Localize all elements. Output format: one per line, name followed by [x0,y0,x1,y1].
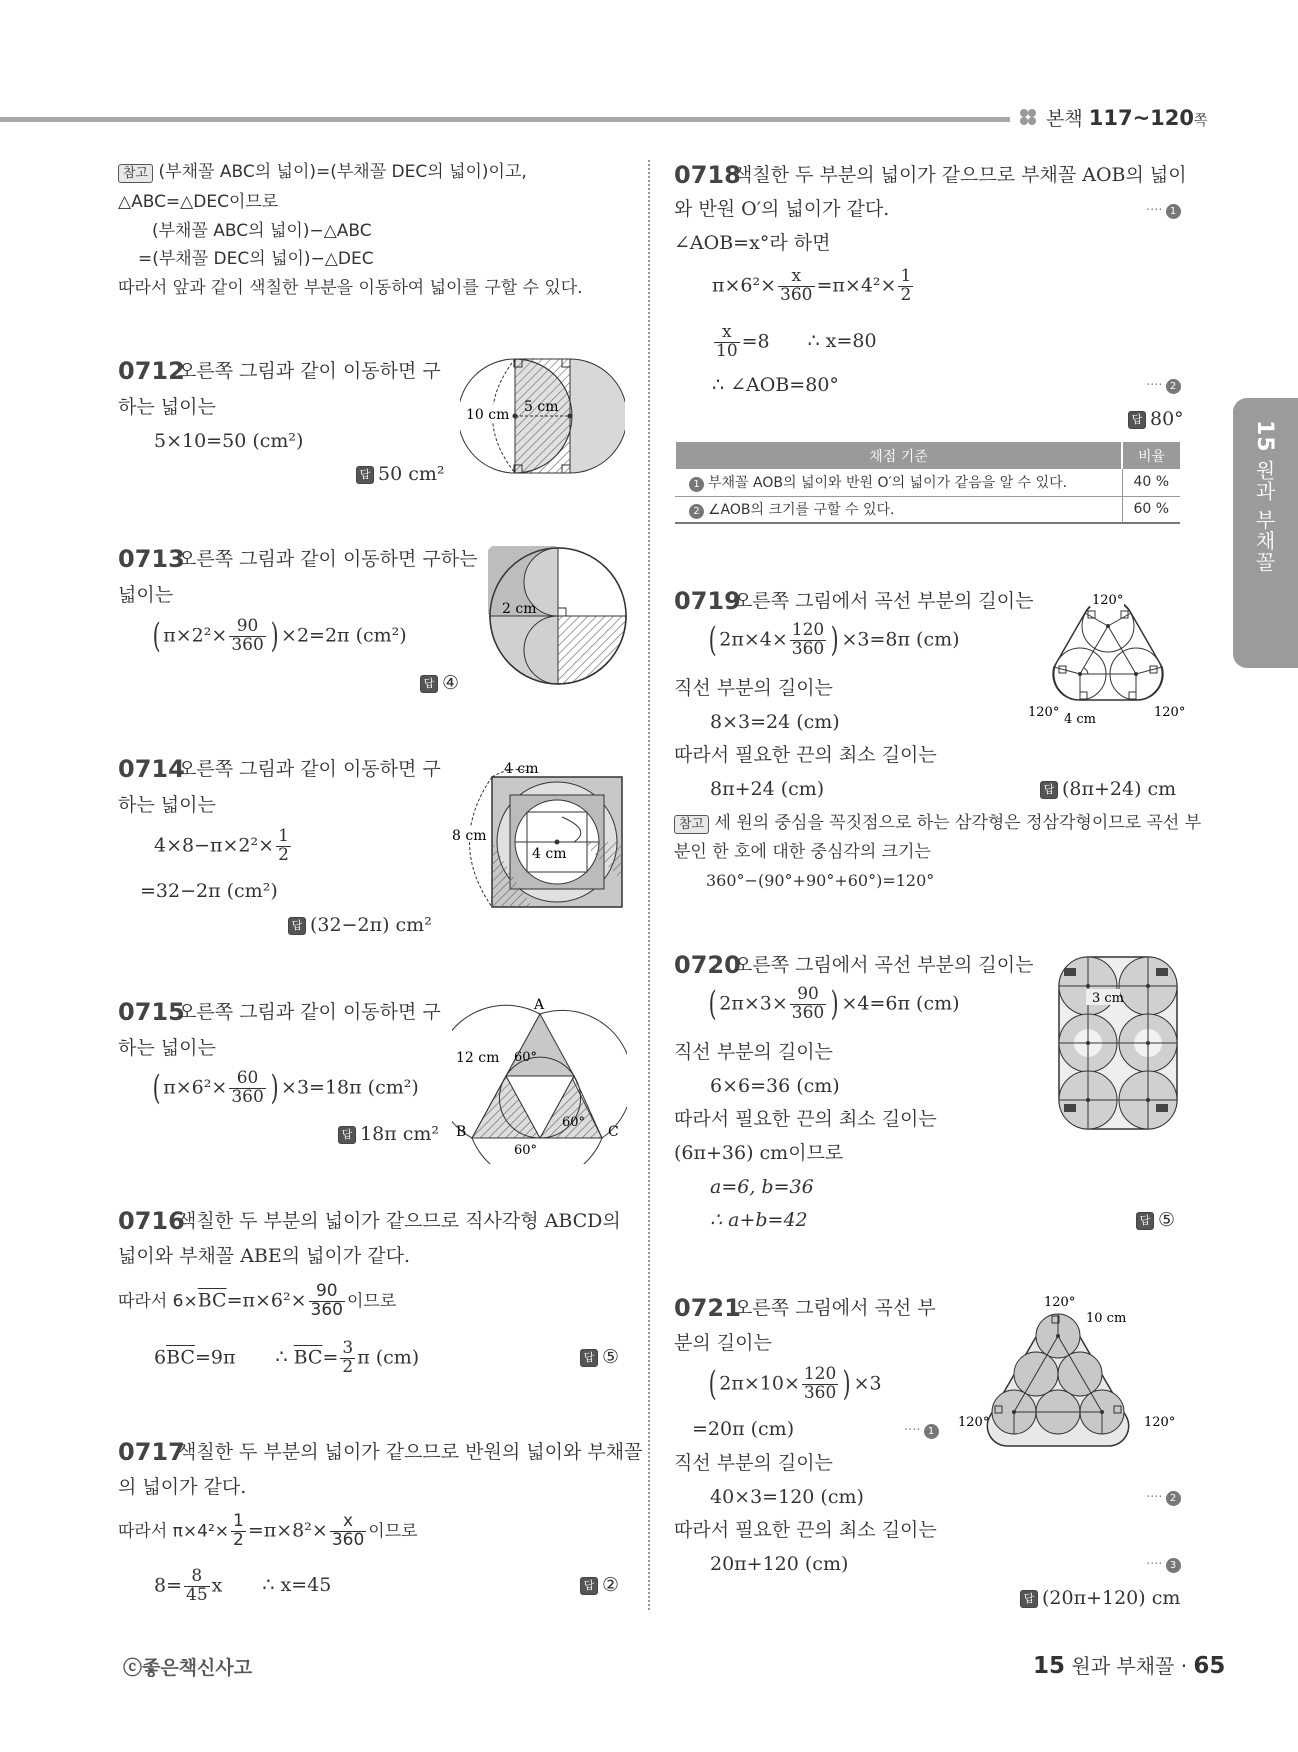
problem-text: 하는 넓이는 [118,794,216,816]
answer: 답 ② [580,1574,619,1596]
calc-line: =32−2π (cm²) [140,880,278,902]
answer: 답 18π cm² [338,1123,439,1145]
problem-text: 하는 넓이는 [118,1037,216,1059]
problem-number: 0719 [674,587,741,615]
calc-line: ∠AOB=x°라 하면 [674,232,831,254]
svg-text:2 cm: 2 cm [502,601,537,617]
calc-line: ( π×6²× $\frac{60}{360}$ ) ×3=18π (cm²) [152,1068,419,1109]
calc-line: 직선 부분의 길이는 [674,1452,833,1474]
problem-number: 0717 [118,1438,185,1466]
step-marker: ···· 1 [1146,203,1181,219]
note-line-5: 따라서 앞과 같이 색칠한 부분을 이동하여 넓이를 구할 수 있다. [118,278,583,298]
problem-text: 오른쪽 그림에서 곡선 부 [734,1297,936,1319]
header-rule [0,117,1010,122]
calc-line: =20π (cm) [692,1418,795,1440]
calc-line: 따라서 필요한 끈의 최소 길이는 [674,1108,937,1130]
note-line: 참고 세 원의 중심을 꼭짓점으로 하는 삼각형은 정삼각형이므로 곡선 부 [674,813,1201,834]
answer: 답 80° [1128,408,1184,430]
flower-icon [1018,107,1040,129]
problem-text: 와 반원 O′의 넓이가 같다. [674,198,890,220]
problem-text: 색칠한 두 부분의 넓이가 같으므로 부채꼴 AOB의 넓이 [734,164,1187,186]
problem-text: 의 넓이가 같다. [118,1476,247,1498]
problem-text: 하는 넓이는 [118,396,216,418]
svg-text:120°: 120° [958,1415,990,1430]
note-line-1: 참고 (부채꼴 ABC의 넓이)=(부채꼴 DEC의 넓이)이고, [118,162,527,183]
calc-line: 직선 부분의 길이는 [674,1041,833,1063]
chapter-side-tab-label: 15 원과 부채꼴 [1252,420,1277,573]
label: 10 cm [466,407,510,423]
calc-line: 따라서 $6\times\overline{BC}=\pi\times 6^2\times$ $\frac{90}{360}$ 이므로 [118,1281,397,1320]
problem-number: 0714 [118,755,185,783]
figure-0719 [1028,586,1188,726]
problem-text: 분의 길이는 [674,1332,772,1354]
calc-line: 따라서 필요한 끈의 최소 길이는 [674,1519,937,1541]
problem-text: 오른쪽 그림과 같이 이동하면 구 [178,758,441,780]
problem-text: 오른쪽 그림과 같이 이동하면 구하는 [178,548,478,570]
svg-text:120°: 120° [1092,593,1124,608]
column-divider [648,160,650,1610]
calc-line: ( 2π×4× $\frac{120}{360}$ ) ×3=8π (cm) [708,620,960,661]
problem-text: 오른쪽 그림에서 곡선 부분의 길이는 [734,590,1034,612]
calc-line: (6π+36) cm이므로 [674,1142,844,1164]
calc-line: 8×3=24 (cm) [710,711,840,733]
answer: 답 ⑤ [580,1346,619,1368]
label: 5 cm [524,399,559,415]
note-line: 360°−(90°+90°+60°)=120° [706,871,935,890]
step-marker: ···· 2 [1146,1490,1181,1506]
publisher-mark: ⓒ좋은책신사고 [123,1657,253,1679]
calc-line: 직선 부분의 길이는 [674,677,833,699]
calc-line: 따라서 필요한 끈의 최소 길이는 [674,744,937,766]
svg-text:120°: 120° [1144,1415,1176,1430]
svg-text:60°: 60° [514,1050,538,1065]
problem-text: 오른쪽 그림과 같이 이동하면 구 [178,360,441,382]
figure-0712 [460,356,625,476]
answer: 답 ④ [420,672,459,694]
problem-text: 오른쪽 그림과 같이 이동하면 구 [178,1001,441,1023]
problem-number: 0712 [118,357,185,385]
answer: 답 ⑤ [1136,1209,1175,1231]
calc-line: 8π+24 (cm) [710,778,825,800]
svg-text:A: A [534,997,545,1013]
svg-text:12 cm: 12 cm [456,1050,500,1066]
problem-text: 오른쪽 그림에서 곡선 부분의 길이는 [734,954,1034,976]
answer: 답 (32−2π) cm² [288,914,432,936]
calc-line: ( 2π×10× $\frac{120}{360}$ ) ×3 [708,1364,882,1405]
problem-number: 0715 [118,998,185,1026]
problem-text: 넓이는 [118,584,174,606]
answer: 답 50 cm² [356,463,445,485]
problem-text: 넓이와 부채꼴 ABE의 넓이가 같다. [118,1245,410,1267]
calc-line: $\frac{x}{10}$ =8 ∴ x=80 [716,322,877,361]
problem-number: 0721 [674,1294,741,1322]
problem-number: 0716 [118,1207,185,1235]
problem-number: 0720 [674,951,741,979]
figure-0720 [1056,954,1180,1132]
calc-line: a=6, b=36 [710,1176,814,1198]
svg-text:3 cm: 3 cm [1092,991,1125,1006]
problem-text: 색칠한 두 부분의 넓이가 같으므로 반원의 넓이와 부채꼴 [178,1441,643,1463]
svg-text:60°: 60° [514,1143,538,1158]
note-line: 분인 한 호에 대한 중심각의 크기는 [674,842,931,862]
step-marker: ···· 2 [1146,378,1181,394]
calc-line: 4×8−π×2²× $\frac{1}{2}$ [154,826,289,865]
svg-text:8 cm: 8 cm [452,828,487,844]
figure-0714 [452,760,627,910]
answer: 답 (20π+120) cm [1020,1587,1180,1609]
calc-line: π×6²× $\frac{x}{360}$ =π×4²× $\frac{1}{2}$ [712,266,912,305]
calc-line: ∴ ∠AOB=80° [712,374,839,396]
figure-0713 [488,546,628,686]
calc-line: ( 2π×3× $\frac{90}{360}$ ) ×4=6π (cm) [708,984,960,1025]
problem-text: 색칠한 두 부분의 넓이가 같으므로 직사각형 ABCD의 [178,1210,621,1232]
calc-line: 8= $\frac{8}{45}$ x ∴ x=45 [154,1566,332,1605]
svg-text:120°: 120° [1044,1295,1076,1310]
problem-number: 0713 [118,545,185,573]
problem-number: 0718 [674,161,741,189]
figure-0715 [452,996,627,1164]
page-footer: 15 원과 부채꼴 · 65 [1033,1653,1226,1679]
calc-line: 5×10=50 (cm²) [154,430,304,452]
step-marker: ···· 1 [904,1423,939,1439]
step-marker: ···· 3 [1146,1557,1181,1573]
note-line-3: (부채꼴 ABC의 넓이)−△ABC [152,221,372,241]
svg-text:C: C [608,1124,619,1140]
calc-line: 20π+120 (cm) [710,1553,849,1575]
svg-text:B: B [456,1124,467,1140]
note-line-2: △ABC=△DEC이므로 [118,192,279,212]
svg-text:4 cm: 4 cm [532,846,567,862]
note-line-4: =(부채꼴 DEC의 넓이)−△DEC [138,249,374,269]
answer: 답 (8π+24) cm [1040,778,1176,800]
svg-text:4 cm: 4 cm [504,761,539,777]
calc-line: 40×3=120 (cm) [710,1486,864,1508]
calc-line: $6\overline{BC}=9\pi$ ∴ $\overline{BC}=$ $\frac{3}{2}$ π (cm) [154,1338,420,1377]
svg-text:60°: 60° [562,1115,586,1130]
page-reference: 본책 117~120쪽 [1046,106,1208,130]
svg-text:120°: 120° [1154,705,1186,720]
svg-text:120°: 120° [1028,705,1060,720]
svg-text:10 cm: 10 cm [1086,1311,1127,1326]
svg-text:4 cm: 4 cm [1064,712,1097,726]
calc-line: 6×6=36 (cm) [710,1075,840,1097]
figure-0721 [958,1292,1183,1452]
calc-line: ∴ a+b=42 [710,1209,808,1231]
scoring-table: 채점 기준 비율 1 부채꼴 AOB의 넓이와 반원 O′의 넓이가 같음을 알 수 있다. 40 % 2 ∠AOB의 크기를 구할 수 있다. 60 % [674,442,1180,524]
calc-line: ( π×2²× $\frac{90}{360}$ ) ×2=2π (cm²) [152,616,407,657]
calc-line: 따라서 π×4²× $\frac{1}{2}$ =π×8²× $\frac{x}{360}$ 이므로 [118,1511,418,1550]
